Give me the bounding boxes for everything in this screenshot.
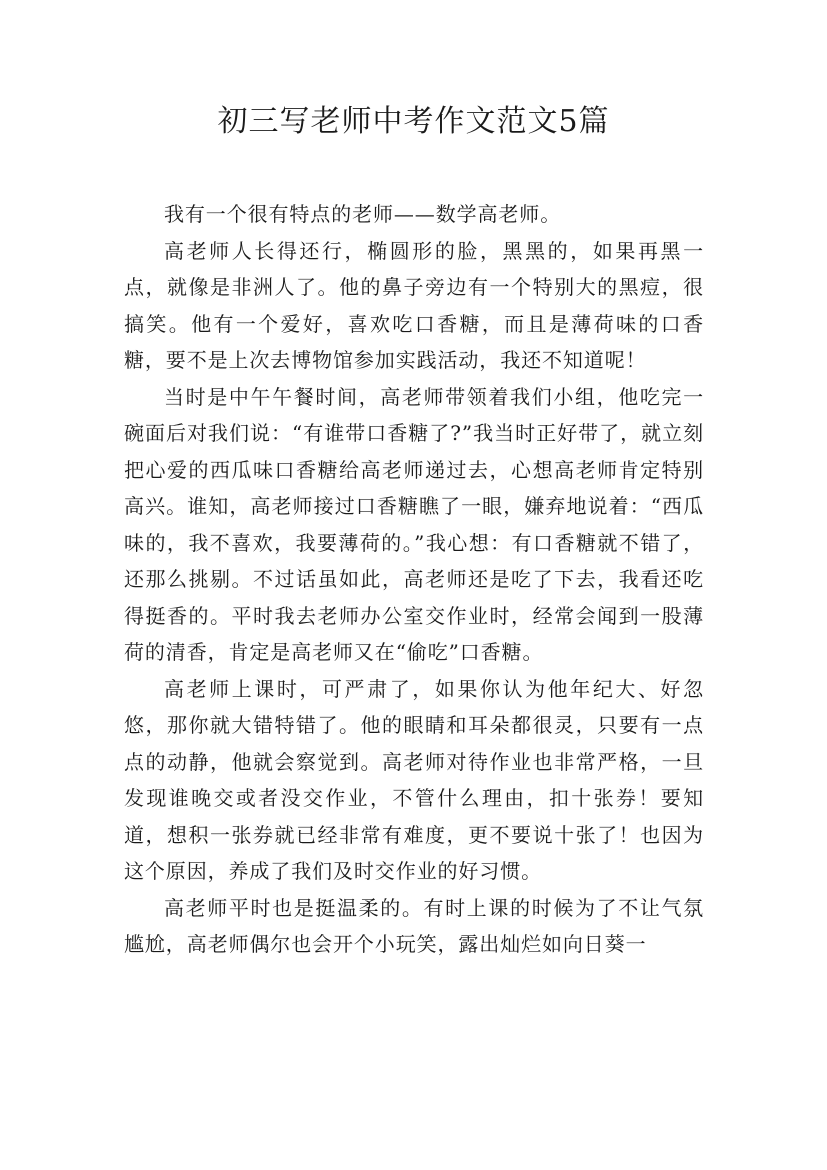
page-title: 初三写老师中考作文范文5篇 bbox=[217, 104, 610, 139]
paragraph: 当时是中午午餐时间，高老师带领着我们小组，他吃完一碗面后对我们说：“有谁带口香糖了?”我当时正好带了，就立刻把心爱的西瓜味口香糖给高老师递过去，心想高老师肯定特别高兴。谁知，高老师接过口香糖瞧了一眼，嫌弃地说着：“西瓜味的，我不喜欢，我要薄荷的。”我心想：有口香糖就不错了，还那么挑剔。不过话虽如此，高老师还是吃了下去，我看还吃得挺香的。平时我去老师办公室交作业时，经常会闻到一股薄荷的清香，肯定是高老师又在“偷吃”口香糖。 bbox=[124, 384, 704, 664]
paragraph: 高老师上课时，可严肃了，如果你认为他年纪大、好忽悠，那你就大错特错了。他的眼睛和耳朵都很灵，只要有一点点的动静，他就会察觉到。高老师对待作业也非常严格，一旦发现谁晚交或者没交作业，不管什么理由，扣十张券！要知道，想积一张券就已经非常有难度，更不要说十张了！也因为这个原因，养成了我们及时交作业的好习惯。 bbox=[124, 676, 704, 883]
paragraph: 我有一个很有特点的老师——数学高老师。 bbox=[164, 202, 562, 226]
essay-body bbox=[124, 196, 704, 963]
paragraph: 高老师平时也是挺温柔的。有时上课的时候为了不让气氛尴尬，高老师偶尔也会开个小玩笑，露出灿烂如向日葵一 bbox=[124, 895, 704, 956]
paragraph: 高老师人长得还行，椭圆形的脸，黑黑的，如果再黑一点，就像是非洲人了。他的鼻子旁边有一个特别大的黑痘，很搞笑。他有一个爱好，喜欢吃口香糖，而且是薄荷味的口香糖，要不是上次去博物馆参加实践活动，我还不知道呢！ bbox=[124, 238, 704, 372]
